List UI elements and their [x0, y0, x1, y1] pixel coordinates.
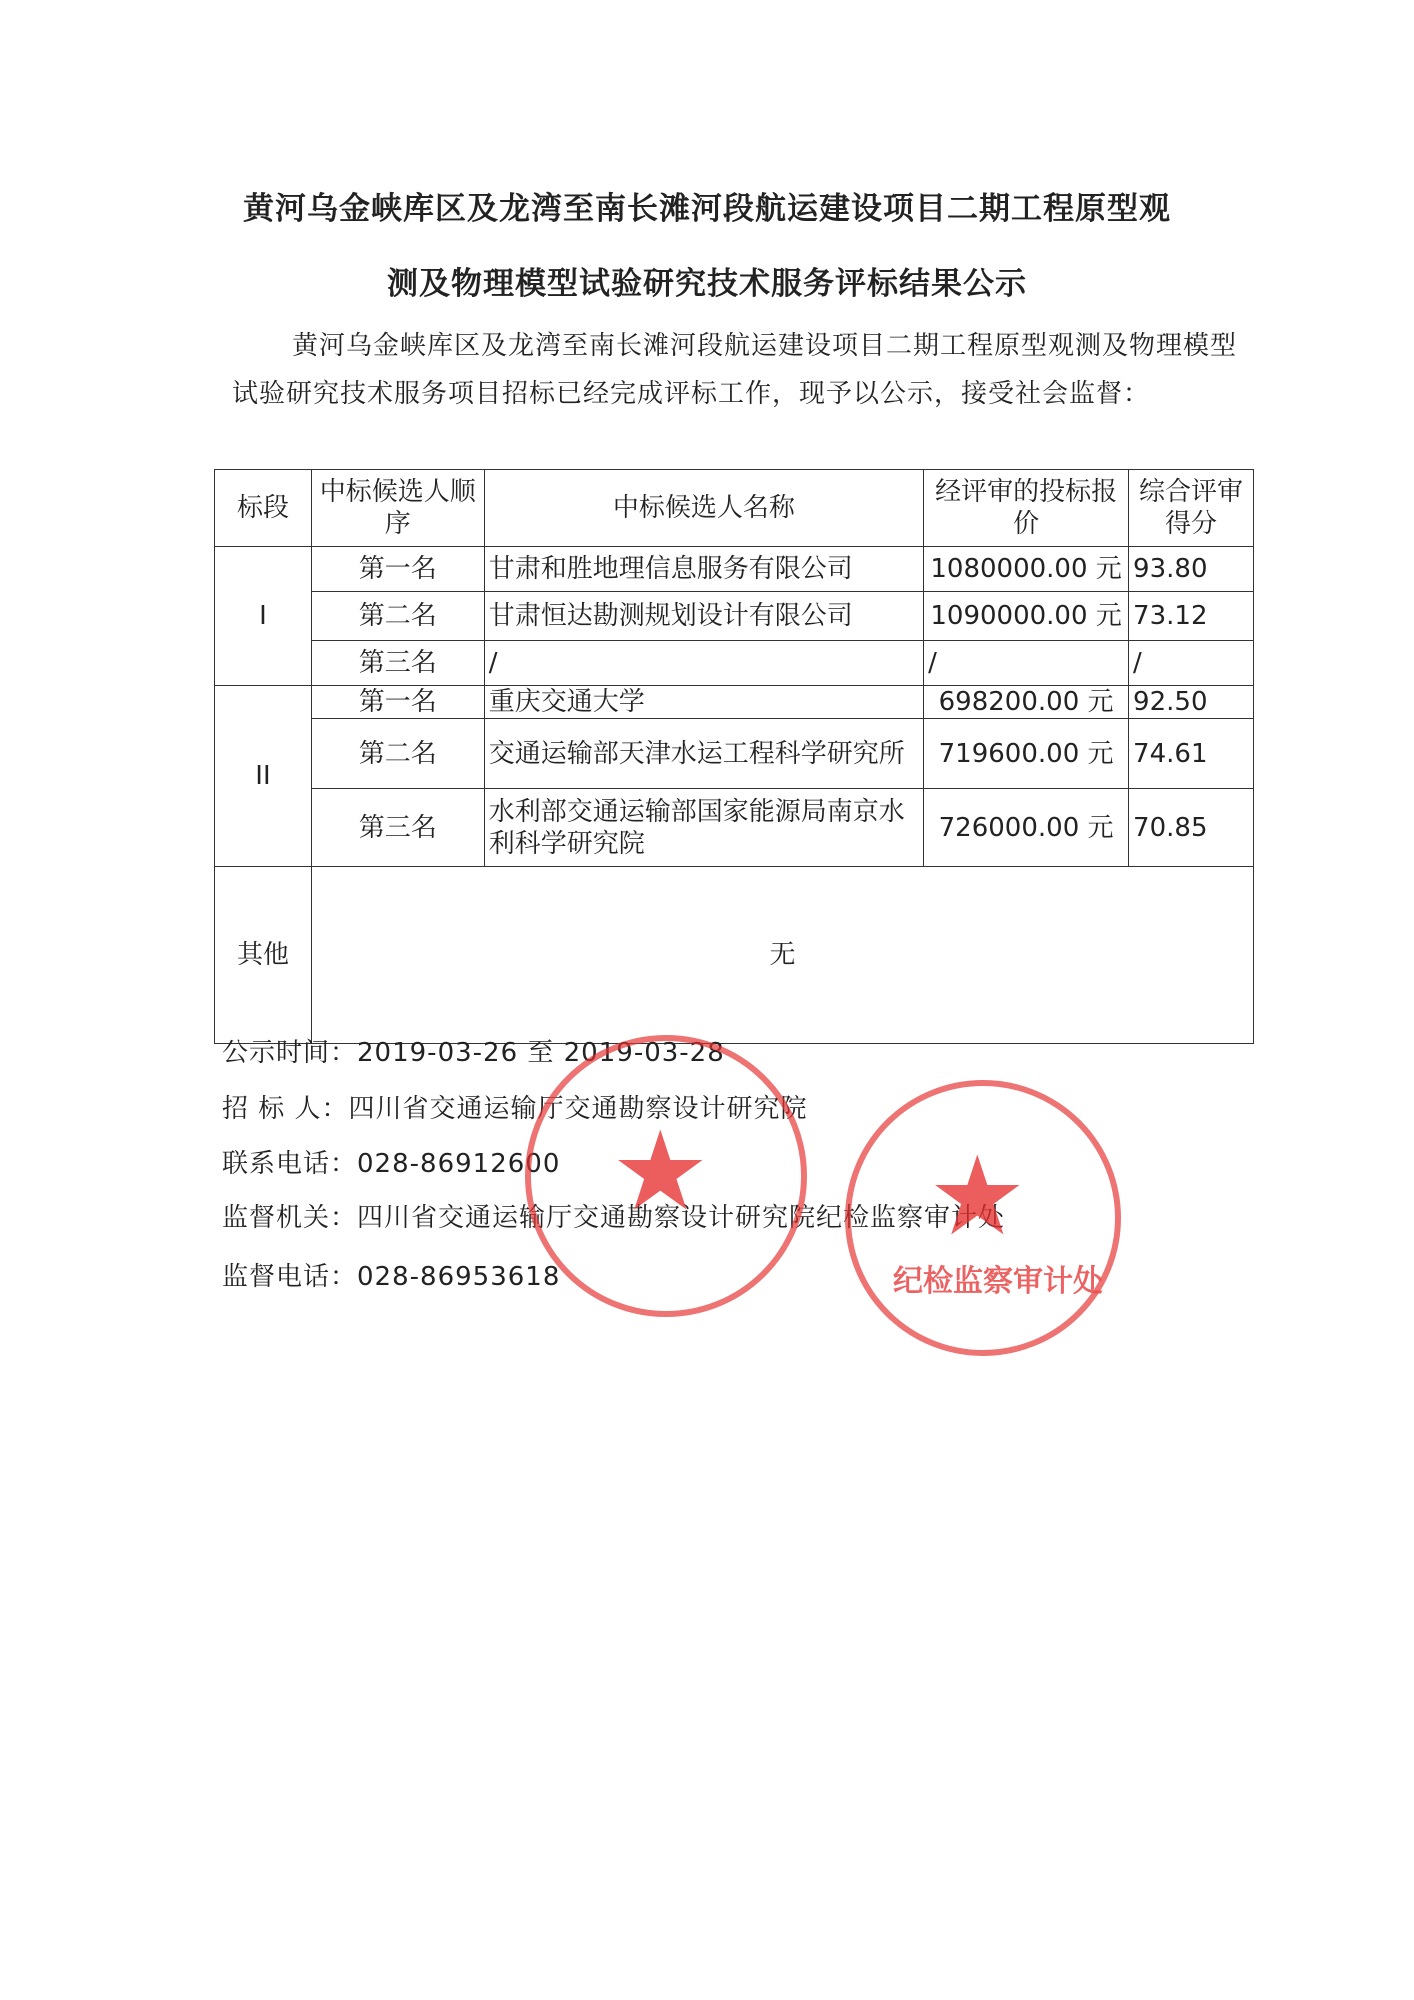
- rank-cell: 第二名: [311, 592, 484, 641]
- price-cell: 719600.00 元: [924, 719, 1129, 789]
- footer-line: [222, 1143, 560, 1180]
- table-header-row: [215, 470, 1254, 547]
- footer-label: 联系电话：: [222, 1149, 358, 1179]
- rank-cell: 第三名: [311, 789, 484, 867]
- price-cell: 1080000.00 元: [924, 547, 1129, 592]
- seal-subtitle: 纪检监察审计处: [893, 1264, 1103, 1299]
- header-score: 综合评审得分: [1129, 470, 1254, 547]
- star-icon: ★: [928, 1132, 1027, 1260]
- score-cell: /: [1129, 641, 1254, 686]
- price-cell: 726000.00 元: [924, 789, 1129, 867]
- table-row-other: [215, 867, 1254, 1044]
- rank-cell: 第一名: [311, 547, 484, 592]
- price-cell: 1090000.00 元: [924, 592, 1129, 641]
- company-cell: 甘肃和胜地理信息服务有限公司: [484, 547, 923, 592]
- title-line-2: 测及物理模型试验研究技术服务评标结果公示: [387, 266, 1027, 302]
- footer-value: 028-86912600: [357, 1149, 561, 1179]
- footer-label: 监督机关：: [222, 1203, 358, 1233]
- company-cell: /: [484, 641, 923, 686]
- footer-value: 028-86953618: [357, 1262, 561, 1292]
- intro-paragraph: 黄河乌金峡库区及龙湾至南长滩河段航运建设项目二期工程原型观测及物理模型试验研究技术服务项目招标已经完成评标工作，现予以公示，接受社会监督：: [232, 331, 1238, 409]
- footer-label: 招 标 人：: [222, 1094, 349, 1124]
- result-table: [214, 469, 1254, 1044]
- table-row: [215, 547, 1254, 592]
- rank-cell: 第一名: [311, 686, 484, 719]
- other-label: 其他: [215, 867, 312, 1044]
- score-cell: 70.85: [1129, 789, 1254, 867]
- header-section: 标段: [215, 470, 312, 547]
- title-line-1: 黄河乌金峡库区及龙湾至南长滩河段航运建设项目二期工程原型观: [243, 191, 1171, 227]
- company-cell: 水利部交通运输部国家能源局南京水利科学研究院: [484, 789, 923, 867]
- score-cell: 73.12: [1129, 592, 1254, 641]
- rank-cell: 第三名: [311, 641, 484, 686]
- header-rank: 中标候选人顺序: [311, 470, 484, 547]
- official-seal-1: [525, 1035, 807, 1317]
- company-cell: 交通运输部天津水运工程科学研究所: [484, 719, 923, 789]
- star-icon: ★: [611, 1107, 710, 1235]
- footer-value: 2019-03-26 至 2019-03-28: [357, 1038, 725, 1068]
- table-row: [215, 789, 1254, 867]
- section-label: II: [215, 686, 312, 867]
- footer-value: 四川省交通运输厅交通勘察设计研究院: [348, 1094, 808, 1124]
- price-cell: 698200.00 元: [924, 686, 1129, 719]
- company-cell: 重庆交通大学: [484, 686, 923, 719]
- section-label: I: [215, 547, 312, 686]
- table-row: [215, 641, 1254, 686]
- header-price: 经评审的投标报价: [924, 470, 1129, 547]
- rank-cell: 第二名: [311, 719, 484, 789]
- footer-value: 四川省交通运输厅交通勘察设计研究院纪检监察审计处: [357, 1203, 1006, 1233]
- footer-line: [222, 1256, 560, 1293]
- score-cell: 92.50: [1129, 686, 1254, 719]
- footer-label: 监督电话：: [222, 1262, 358, 1292]
- score-cell: 74.61: [1129, 719, 1254, 789]
- official-seal-2: [845, 1080, 1121, 1356]
- header-name: 中标候选人名称: [484, 470, 923, 547]
- price-cell: /: [924, 641, 1129, 686]
- table-row: [215, 719, 1254, 789]
- other-value: 无: [311, 867, 1253, 1044]
- table-row: [215, 592, 1254, 641]
- table-row: [215, 686, 1254, 719]
- score-cell: 93.80: [1129, 547, 1254, 592]
- company-cell: 甘肃恒达勘测规划设计有限公司: [484, 592, 923, 641]
- footer-label: 公示时间：: [222, 1038, 358, 1068]
